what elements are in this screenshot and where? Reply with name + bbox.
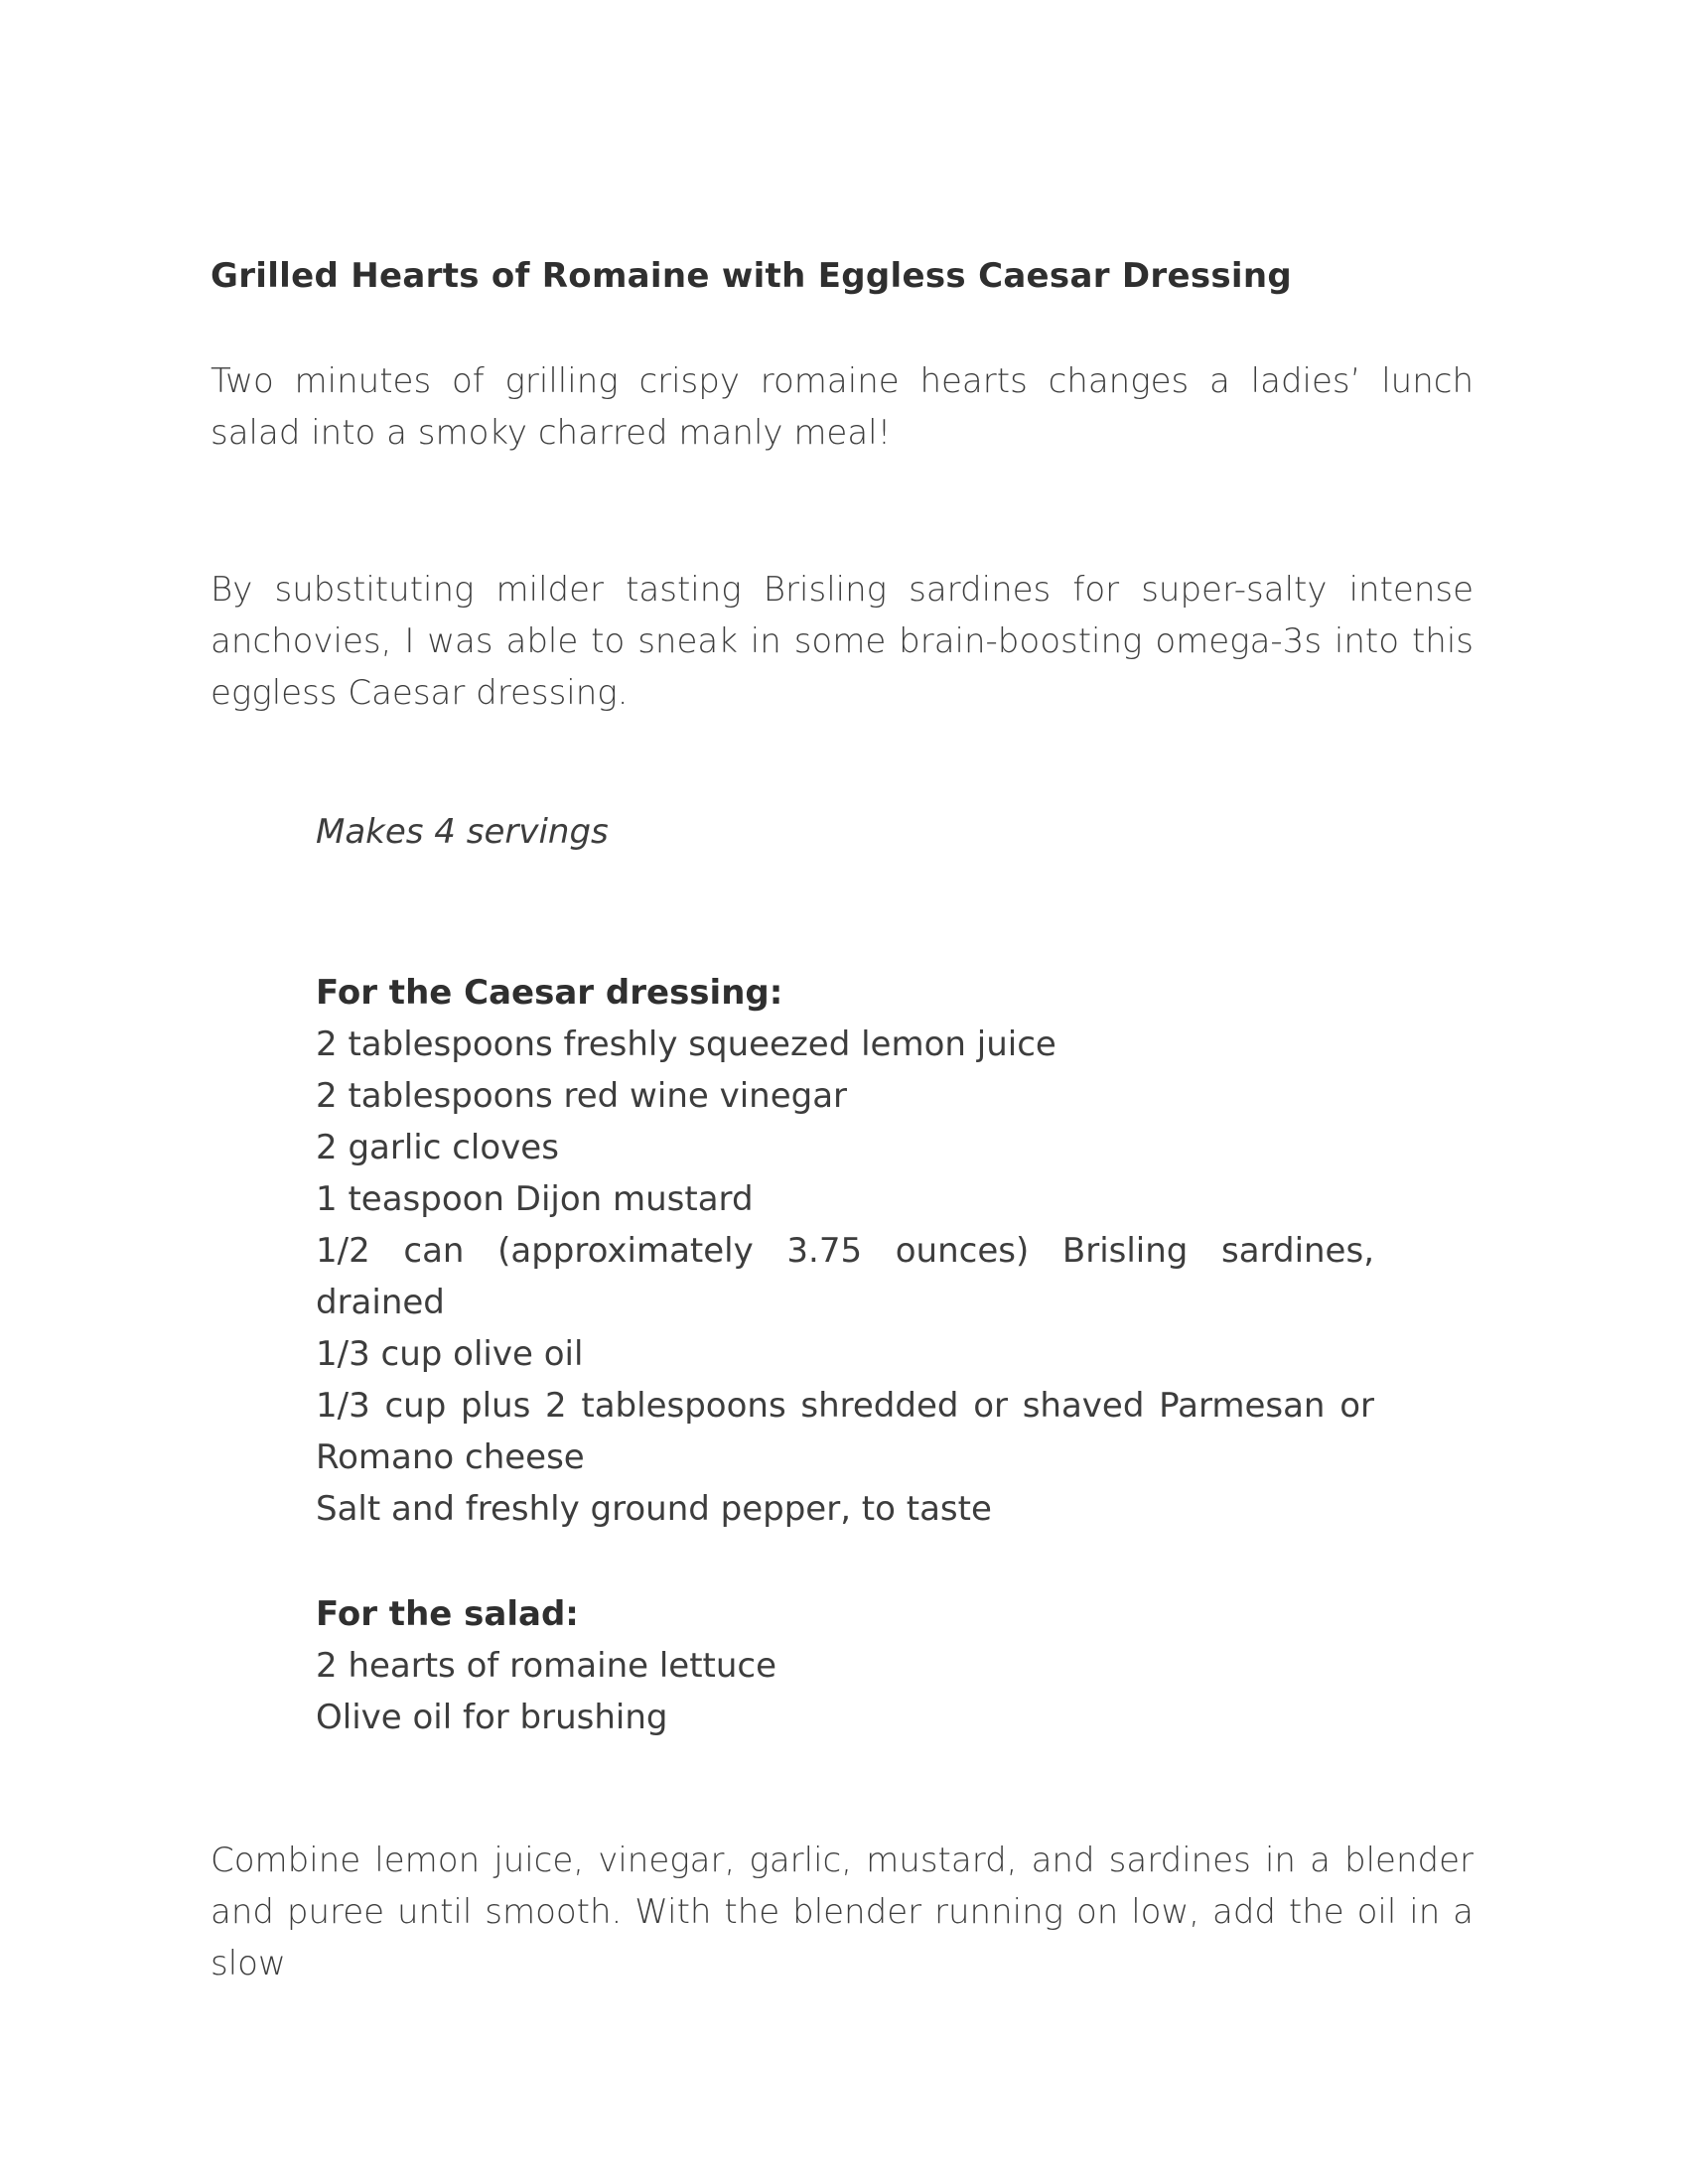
salad-ingredient-list [316,1640,1374,1743]
dressing-ingredient-list [316,1019,1374,1535]
ingredient-item: Salt and freshly ground pepper, to taste [316,1489,992,1529]
dressing-heading: For the Caesar dressing: [316,973,783,1013]
recipe-title: Grilled Hearts of Romaine with Eggless Caesar Dressing [211,256,1293,296]
ingredient-item: 2 tablespoons red wine vinegar [316,1076,848,1116]
intro-paragraph: Two minutes of grilling crispy romaine hearts changes a ladies’ lunch salad into a smoky charred manly meal! [211,361,1474,453]
ingredient-item: 1 teaspoon Dijon mustard [316,1179,754,1219]
substitution-paragraph: By substituting milder tasting Brisling sardines for super-salty intense anchovies, I was able to sneak in some brain-boosting omega-3s into this eggless Caesar dressing. [211,570,1474,713]
ingredient-item: Olive oil for brushing [316,1698,668,1737]
ingredient-item: 2 garlic cloves [316,1128,559,1167]
directions-paragraph: Combine lemon juice, vinegar, garlic, mustard, and sardines in a blender and puree until smooth. With the blender running on low, add the oil in a slow [211,1841,1474,1983]
ingredient-item: 2 tablespoons freshly squeezed lemon juice [316,1024,1056,1064]
ingredient-item: 1/2 can (approximately 3.75 ounces) Brisling sardines, drained [316,1231,1374,1322]
dressing-section [316,967,1374,1535]
salad-section [316,1588,1374,1743]
ingredient-item: 1/3 cup plus 2 tablespoons shredded or shaved Parmesan or Romano cheese [316,1386,1374,1477]
servings-text: Makes 4 servings [316,812,609,852]
ingredient-item: 1/3 cup olive oil [316,1334,584,1374]
salad-heading: For the salad: [316,1594,579,1634]
ingredient-item: 2 hearts of romaine lettuce [316,1646,777,1686]
